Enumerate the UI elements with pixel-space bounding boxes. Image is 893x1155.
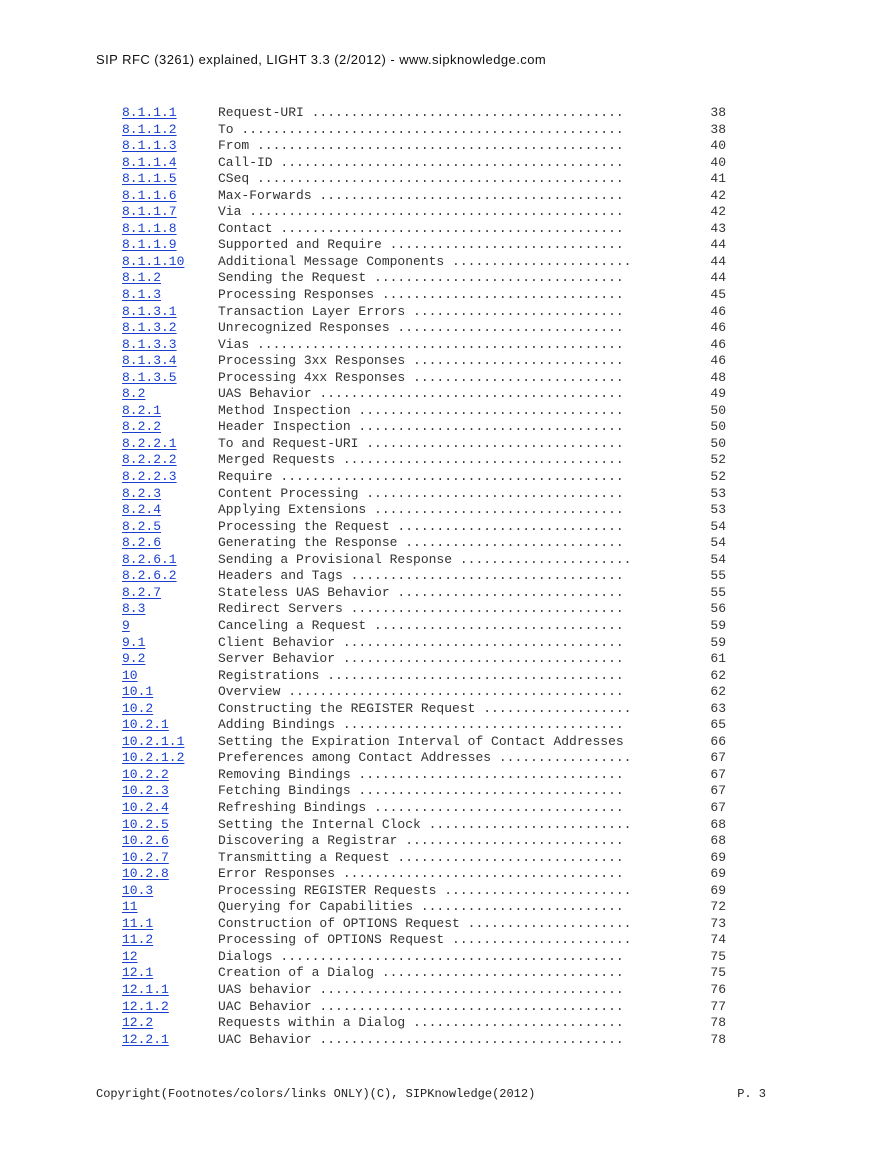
- toc-section-title: Processing 4xx Responses ...........................: [218, 369, 624, 385]
- toc-section-title: Generating the Response ............................: [218, 535, 624, 551]
- toc-entry: [122, 287, 742, 304]
- toc-section-link[interactable]: 8.2.7: [122, 584, 162, 600]
- toc-entry: [122, 138, 742, 155]
- toc-section-title: Stateless UAS Behavior .............................: [218, 584, 624, 600]
- toc-entry: [122, 999, 742, 1016]
- toc-page-number: 59: [710, 617, 726, 633]
- toc-page-number: 43: [710, 220, 726, 236]
- toc-page-number: 49: [710, 386, 726, 402]
- toc-section-title: Preferences among Contact Addresses .................: [218, 750, 632, 766]
- toc-section-link[interactable]: 10: [122, 667, 138, 683]
- toc-section-title: Transmitting a Request .............................: [218, 849, 624, 865]
- toc-page-number: 67: [710, 783, 726, 799]
- toc-page-number: 56: [710, 601, 726, 617]
- toc-page-number: 61: [710, 651, 726, 667]
- toc-section-link[interactable]: 8.3: [122, 601, 146, 617]
- toc-section-link[interactable]: 10.2.3: [122, 783, 169, 799]
- toc-entry: [122, 535, 742, 552]
- toc-section-link[interactable]: 8.1.1.8: [122, 220, 177, 236]
- toc-entry: [122, 519, 742, 536]
- toc-section-title: Registrations ......................................: [218, 667, 624, 683]
- toc-section-link[interactable]: 8.2.3: [122, 485, 162, 501]
- toc-entry: [122, 403, 742, 420]
- toc-section-title: Adding Bindings ....................................: [218, 717, 624, 733]
- toc-page-number: 54: [710, 518, 726, 534]
- toc-entry: [122, 916, 742, 933]
- toc-entry: [122, 833, 742, 850]
- toc-section-link[interactable]: 8.2.6.1: [122, 551, 177, 567]
- toc-entry: [122, 767, 742, 784]
- toc-page-number: 67: [710, 799, 726, 815]
- toc-section-title: Refreshing Bindings ................................: [218, 799, 624, 815]
- toc-section-link[interactable]: 8.1.1.1: [122, 105, 177, 120]
- toc-section-link[interactable]: 11: [122, 899, 138, 915]
- table-of-contents: [122, 105, 742, 1048]
- toc-entry: [122, 1032, 742, 1049]
- toc-page-number: 68: [710, 833, 726, 849]
- toc-section-title: Construction of OPTIONS Request .....................: [218, 915, 632, 931]
- toc-section-link[interactable]: 10.3: [122, 882, 154, 898]
- toc-section-title: Requests within a Dialog ...........................: [218, 1015, 624, 1031]
- toc-page-number: 45: [710, 287, 726, 303]
- page-header: SIP RFC (3261) explained, LIGHT 3.3 (2/2012) - www.sipknowledge.com: [96, 52, 547, 67]
- toc-section-title: Method Inspection ..................................: [218, 402, 624, 418]
- toc-entry: [122, 684, 742, 701]
- toc-section-title: Max-Forwards .......................................: [218, 187, 624, 203]
- toc-section-title: Via ................................................: [218, 204, 624, 220]
- toc-page-number: 48: [710, 369, 726, 385]
- toc-section-link[interactable]: 8.1.3.5: [122, 369, 177, 385]
- toc-entry: [122, 171, 742, 188]
- toc-page-number: 78: [710, 1031, 726, 1047]
- toc-page-number: 62: [710, 667, 726, 683]
- toc-section-title: Transaction Layer Errors ...........................: [218, 303, 624, 319]
- toc-page-number: 50: [710, 402, 726, 418]
- toc-entry: [122, 337, 742, 354]
- toc-page-number: 46: [710, 320, 726, 336]
- toc-page-number: 52: [710, 469, 726, 485]
- toc-section-title: UAC Behavior .......................................: [218, 1031, 624, 1047]
- toc-page-number: 44: [710, 270, 726, 286]
- toc-section-link[interactable]: 11.1: [122, 915, 154, 931]
- toc-page-number: 75: [710, 965, 726, 981]
- toc-page-number: 69: [710, 849, 726, 865]
- toc-page-number: 53: [710, 485, 726, 501]
- toc-section-title: Dialogs ............................................: [218, 948, 624, 964]
- toc-section-title: Sending a Provisional Response ......................: [218, 551, 632, 567]
- toc-page-number: 50: [710, 435, 726, 451]
- toc-section-link[interactable]: 8.1.3.2: [122, 320, 177, 336]
- toc-entry: [122, 750, 742, 767]
- toc-section-link[interactable]: 10.1: [122, 684, 154, 700]
- toc-section-title: Unrecognized Responses .............................: [218, 320, 624, 336]
- toc-section-link[interactable]: 10.2.1: [122, 717, 169, 733]
- toc-section-link[interactable]: 8.1.3.1: [122, 303, 177, 319]
- toc-page-number: 54: [710, 535, 726, 551]
- toc-entry: [122, 932, 742, 949]
- toc-section-title: Call-ID ............................................: [218, 154, 624, 170]
- toc-page-number: 40: [710, 154, 726, 170]
- toc-entry: [122, 899, 742, 916]
- toc-section-link[interactable]: 10.2.8: [122, 866, 169, 882]
- toc-entry: [122, 105, 742, 122]
- toc-entry: [122, 734, 742, 751]
- toc-entry: [122, 436, 742, 453]
- toc-section-title: UAS behavior .......................................: [218, 981, 624, 997]
- toc-section-link[interactable]: 8.1.1.5: [122, 171, 177, 187]
- toc-entry: [122, 783, 742, 800]
- toc-section-link[interactable]: 12.1.2: [122, 998, 169, 1014]
- toc-section-title: Merged Requests ....................................: [218, 452, 624, 468]
- toc-page-number: 69: [710, 882, 726, 898]
- toc-section-link[interactable]: 8.1.3.4: [122, 353, 177, 369]
- toc-entry: [122, 122, 742, 139]
- toc-entry: [122, 635, 742, 652]
- toc-entry: [122, 204, 742, 221]
- toc-entry: [122, 601, 742, 618]
- toc-page-number: 50: [710, 419, 726, 435]
- toc-section-link[interactable]: 8.2.2.3: [122, 469, 177, 485]
- toc-page-number: 38: [710, 105, 726, 120]
- toc-section-title: Require ............................................: [218, 469, 624, 485]
- toc-section-link[interactable]: 8.2.1: [122, 402, 162, 418]
- toc-page-number: 78: [710, 1015, 726, 1031]
- toc-section-title: Processing Responses ...............................: [218, 287, 624, 303]
- toc-section-link[interactable]: 12.1.1: [122, 981, 169, 997]
- toc-section-link[interactable]: 12.2.1: [122, 1031, 169, 1047]
- toc-page-number: 65: [710, 717, 726, 733]
- toc-section-link[interactable]: 10.2: [122, 700, 154, 716]
- toc-entry: [122, 221, 742, 238]
- toc-section-link[interactable]: 10.2.5: [122, 816, 169, 832]
- toc-section-link[interactable]: 8.2: [122, 386, 146, 402]
- toc-section-title: Headers and Tags ...................................: [218, 568, 624, 584]
- toc-section-title: Contact ............................................: [218, 220, 624, 236]
- footer-copyright: Copyright(Footnotes/colors/links ONLY)(C), SIPKnowledge(2012): [96, 1087, 536, 1101]
- toc-section-title: Content Processing .................................: [218, 485, 624, 501]
- toc-entry: [122, 353, 742, 370]
- toc-page-number: 62: [710, 684, 726, 700]
- toc-entry: [122, 949, 742, 966]
- toc-section-title: From ...............................................: [218, 138, 624, 154]
- toc-entry: [122, 486, 742, 503]
- toc-section-link[interactable]: 8.1.3.3: [122, 336, 177, 352]
- toc-section-link[interactable]: 10.2.2: [122, 766, 169, 782]
- toc-entry: [122, 717, 742, 734]
- toc-section-link[interactable]: 8.2.2.1: [122, 435, 177, 451]
- toc-section-title: Processing the Request .............................: [218, 518, 624, 534]
- toc-entry: [122, 651, 742, 668]
- toc-section-title: To and Request-URI .................................: [218, 435, 624, 451]
- toc-section-link[interactable]: 8.1.3: [122, 287, 162, 303]
- toc-page-number: 67: [710, 750, 726, 766]
- toc-page-number: 68: [710, 816, 726, 832]
- toc-section-link[interactable]: 9: [122, 617, 130, 633]
- toc-section-title: Error Responses ....................................: [218, 866, 624, 882]
- toc-page-number: 46: [710, 303, 726, 319]
- toc-section-title: Vias ...............................................: [218, 336, 624, 352]
- toc-page-number: 66: [710, 733, 726, 749]
- toc-section-link[interactable]: 9.2: [122, 651, 146, 667]
- toc-page-number: 54: [710, 551, 726, 567]
- toc-section-title: Processing of OPTIONS Request .......................: [218, 932, 632, 948]
- toc-section-title: Creation of a Dialog ...............................: [218, 965, 624, 981]
- toc-page-number: 76: [710, 981, 726, 997]
- toc-entry: [122, 237, 742, 254]
- toc-section-title: Server Behavior ....................................: [218, 651, 624, 667]
- toc-section-title: Querying for Capabilities ..........................: [218, 899, 624, 915]
- toc-entry: [122, 320, 742, 337]
- toc-section-title: Canceling a Request ................................: [218, 617, 624, 633]
- toc-page-number: 42: [710, 187, 726, 203]
- toc-section-link[interactable]: 12: [122, 948, 138, 964]
- toc-entry: [122, 552, 742, 569]
- toc-entry: [122, 188, 742, 205]
- toc-section-link[interactable]: 8.1.1.10: [122, 253, 185, 269]
- toc-page-number: 72: [710, 899, 726, 915]
- toc-section-link[interactable]: 10.2.1.1: [122, 733, 185, 749]
- toc-page-number: 59: [710, 634, 726, 650]
- toc-section-title: Discovering a Registrar ............................: [218, 833, 624, 849]
- toc-section-link[interactable]: 8.1.1.3: [122, 138, 177, 154]
- toc-entry: [122, 370, 742, 387]
- toc-section-title: Removing Bindings ..................................: [218, 766, 624, 782]
- toc-entry: [122, 1015, 742, 1032]
- toc-section-link[interactable]: 8.1.1.9: [122, 237, 177, 253]
- toc-entry: [122, 254, 742, 271]
- toc-section-title: Supported and Require ..............................: [218, 237, 624, 253]
- toc-page-number: 44: [710, 253, 726, 269]
- toc-section-link[interactable]: 9.1: [122, 634, 146, 650]
- toc-section-link[interactable]: 8.1.1.4: [122, 154, 177, 170]
- toc-section-title: Setting the Internal Clock ..........................: [218, 816, 632, 832]
- toc-section-title: Processing REGISTER Requests ........................: [218, 882, 632, 898]
- toc-section-title: Constructing the REGISTER Request ...................: [218, 700, 632, 716]
- toc-page-number: 40: [710, 138, 726, 154]
- toc-entry: [122, 419, 742, 436]
- toc-entry: [122, 883, 742, 900]
- toc-page-number: 55: [710, 568, 726, 584]
- toc-entry: [122, 817, 742, 834]
- toc-page-number: 77: [710, 998, 726, 1014]
- toc-page-number: 52: [710, 452, 726, 468]
- toc-page-number: 63: [710, 700, 726, 716]
- toc-section-title: UAS Behavior .......................................: [218, 386, 624, 402]
- toc-section-title: Setting the Expiration Interval of Contact Addresses: [218, 733, 624, 749]
- toc-page-number: 46: [710, 336, 726, 352]
- toc-entry: [122, 982, 742, 999]
- toc-section-title: Additional Message Components .......................: [218, 253, 632, 269]
- toc-entry: [122, 502, 742, 519]
- toc-page-number: 44: [710, 237, 726, 253]
- toc-section-title: Client Behavior ....................................: [218, 634, 624, 650]
- toc-section-link[interactable]: 8.1.1.7: [122, 204, 177, 220]
- toc-page-number: 42: [710, 204, 726, 220]
- toc-entry: [122, 469, 742, 486]
- toc-section-title: Sending the Request ................................: [218, 270, 624, 286]
- toc-section-link[interactable]: 12.1: [122, 965, 154, 981]
- toc-entry: [122, 304, 742, 321]
- toc-section-title: CSeq ...............................................: [218, 171, 624, 187]
- footer-page-number: P. 3: [737, 1087, 766, 1101]
- toc-section-link[interactable]: 8.1.1.2: [122, 121, 177, 137]
- toc-section-title: Fetching Bindings ..................................: [218, 783, 624, 799]
- toc-page-number: 73: [710, 915, 726, 931]
- toc-section-link[interactable]: 8.2.6.2: [122, 568, 177, 584]
- toc-page-number: 38: [710, 121, 726, 137]
- toc-section-title: Header Inspection ..................................: [218, 419, 624, 435]
- toc-section-title: Redirect Servers ...................................: [218, 601, 624, 617]
- toc-page-number: 46: [710, 353, 726, 369]
- toc-section-title: Overview ...........................................: [218, 684, 624, 700]
- toc-section-link[interactable]: 12.2: [122, 1015, 154, 1031]
- toc-section-link[interactable]: 10.2.1.2: [122, 750, 185, 766]
- toc-entry: [122, 668, 742, 685]
- toc-section-link[interactable]: 8.2.4: [122, 502, 162, 518]
- toc-page-number: 67: [710, 766, 726, 782]
- toc-entry: [122, 800, 742, 817]
- toc-section-link[interactable]: 8.2.2: [122, 419, 162, 435]
- toc-page-number: 69: [710, 866, 726, 882]
- toc-entry: [122, 701, 742, 718]
- toc-section-link[interactable]: 11.2: [122, 932, 154, 948]
- toc-section-link[interactable]: 10.2.6: [122, 833, 169, 849]
- toc-section-link[interactable]: 10.2.4: [122, 799, 169, 815]
- toc-section-title: Processing 3xx Responses ...........................: [218, 353, 624, 369]
- toc-entry: [122, 386, 742, 403]
- toc-entry: [122, 965, 742, 982]
- toc-section-title: UAC Behavior .......................................: [218, 998, 624, 1014]
- toc-page-number: 41: [710, 171, 726, 187]
- toc-entry: [122, 452, 742, 469]
- toc-entry: [122, 866, 742, 883]
- toc-page-number: 55: [710, 584, 726, 600]
- toc-entry: [122, 568, 742, 585]
- toc-section-link[interactable]: 8.2.6: [122, 535, 162, 551]
- toc-section-link[interactable]: 8.2.2.2: [122, 452, 177, 468]
- toc-entry: [122, 270, 742, 287]
- toc-section-link[interactable]: 10.2.7: [122, 849, 169, 865]
- toc-section-title: Request-URI ........................................: [218, 105, 624, 120]
- toc-entry: [122, 155, 742, 172]
- toc-section-title: Applying Extensions ................................: [218, 502, 624, 518]
- toc-section-link[interactable]: 8.1.1.6: [122, 187, 177, 203]
- toc-entry: [122, 850, 742, 867]
- toc-section-title: To .................................................: [218, 121, 624, 137]
- toc-page-number: 53: [710, 502, 726, 518]
- toc-page-number: 74: [710, 932, 726, 948]
- toc-entry: [122, 585, 742, 602]
- toc-section-link[interactable]: 8.1.2: [122, 270, 162, 286]
- toc-page-number: 75: [710, 948, 726, 964]
- toc-section-link[interactable]: 8.2.5: [122, 518, 162, 534]
- toc-entry: [122, 618, 742, 635]
